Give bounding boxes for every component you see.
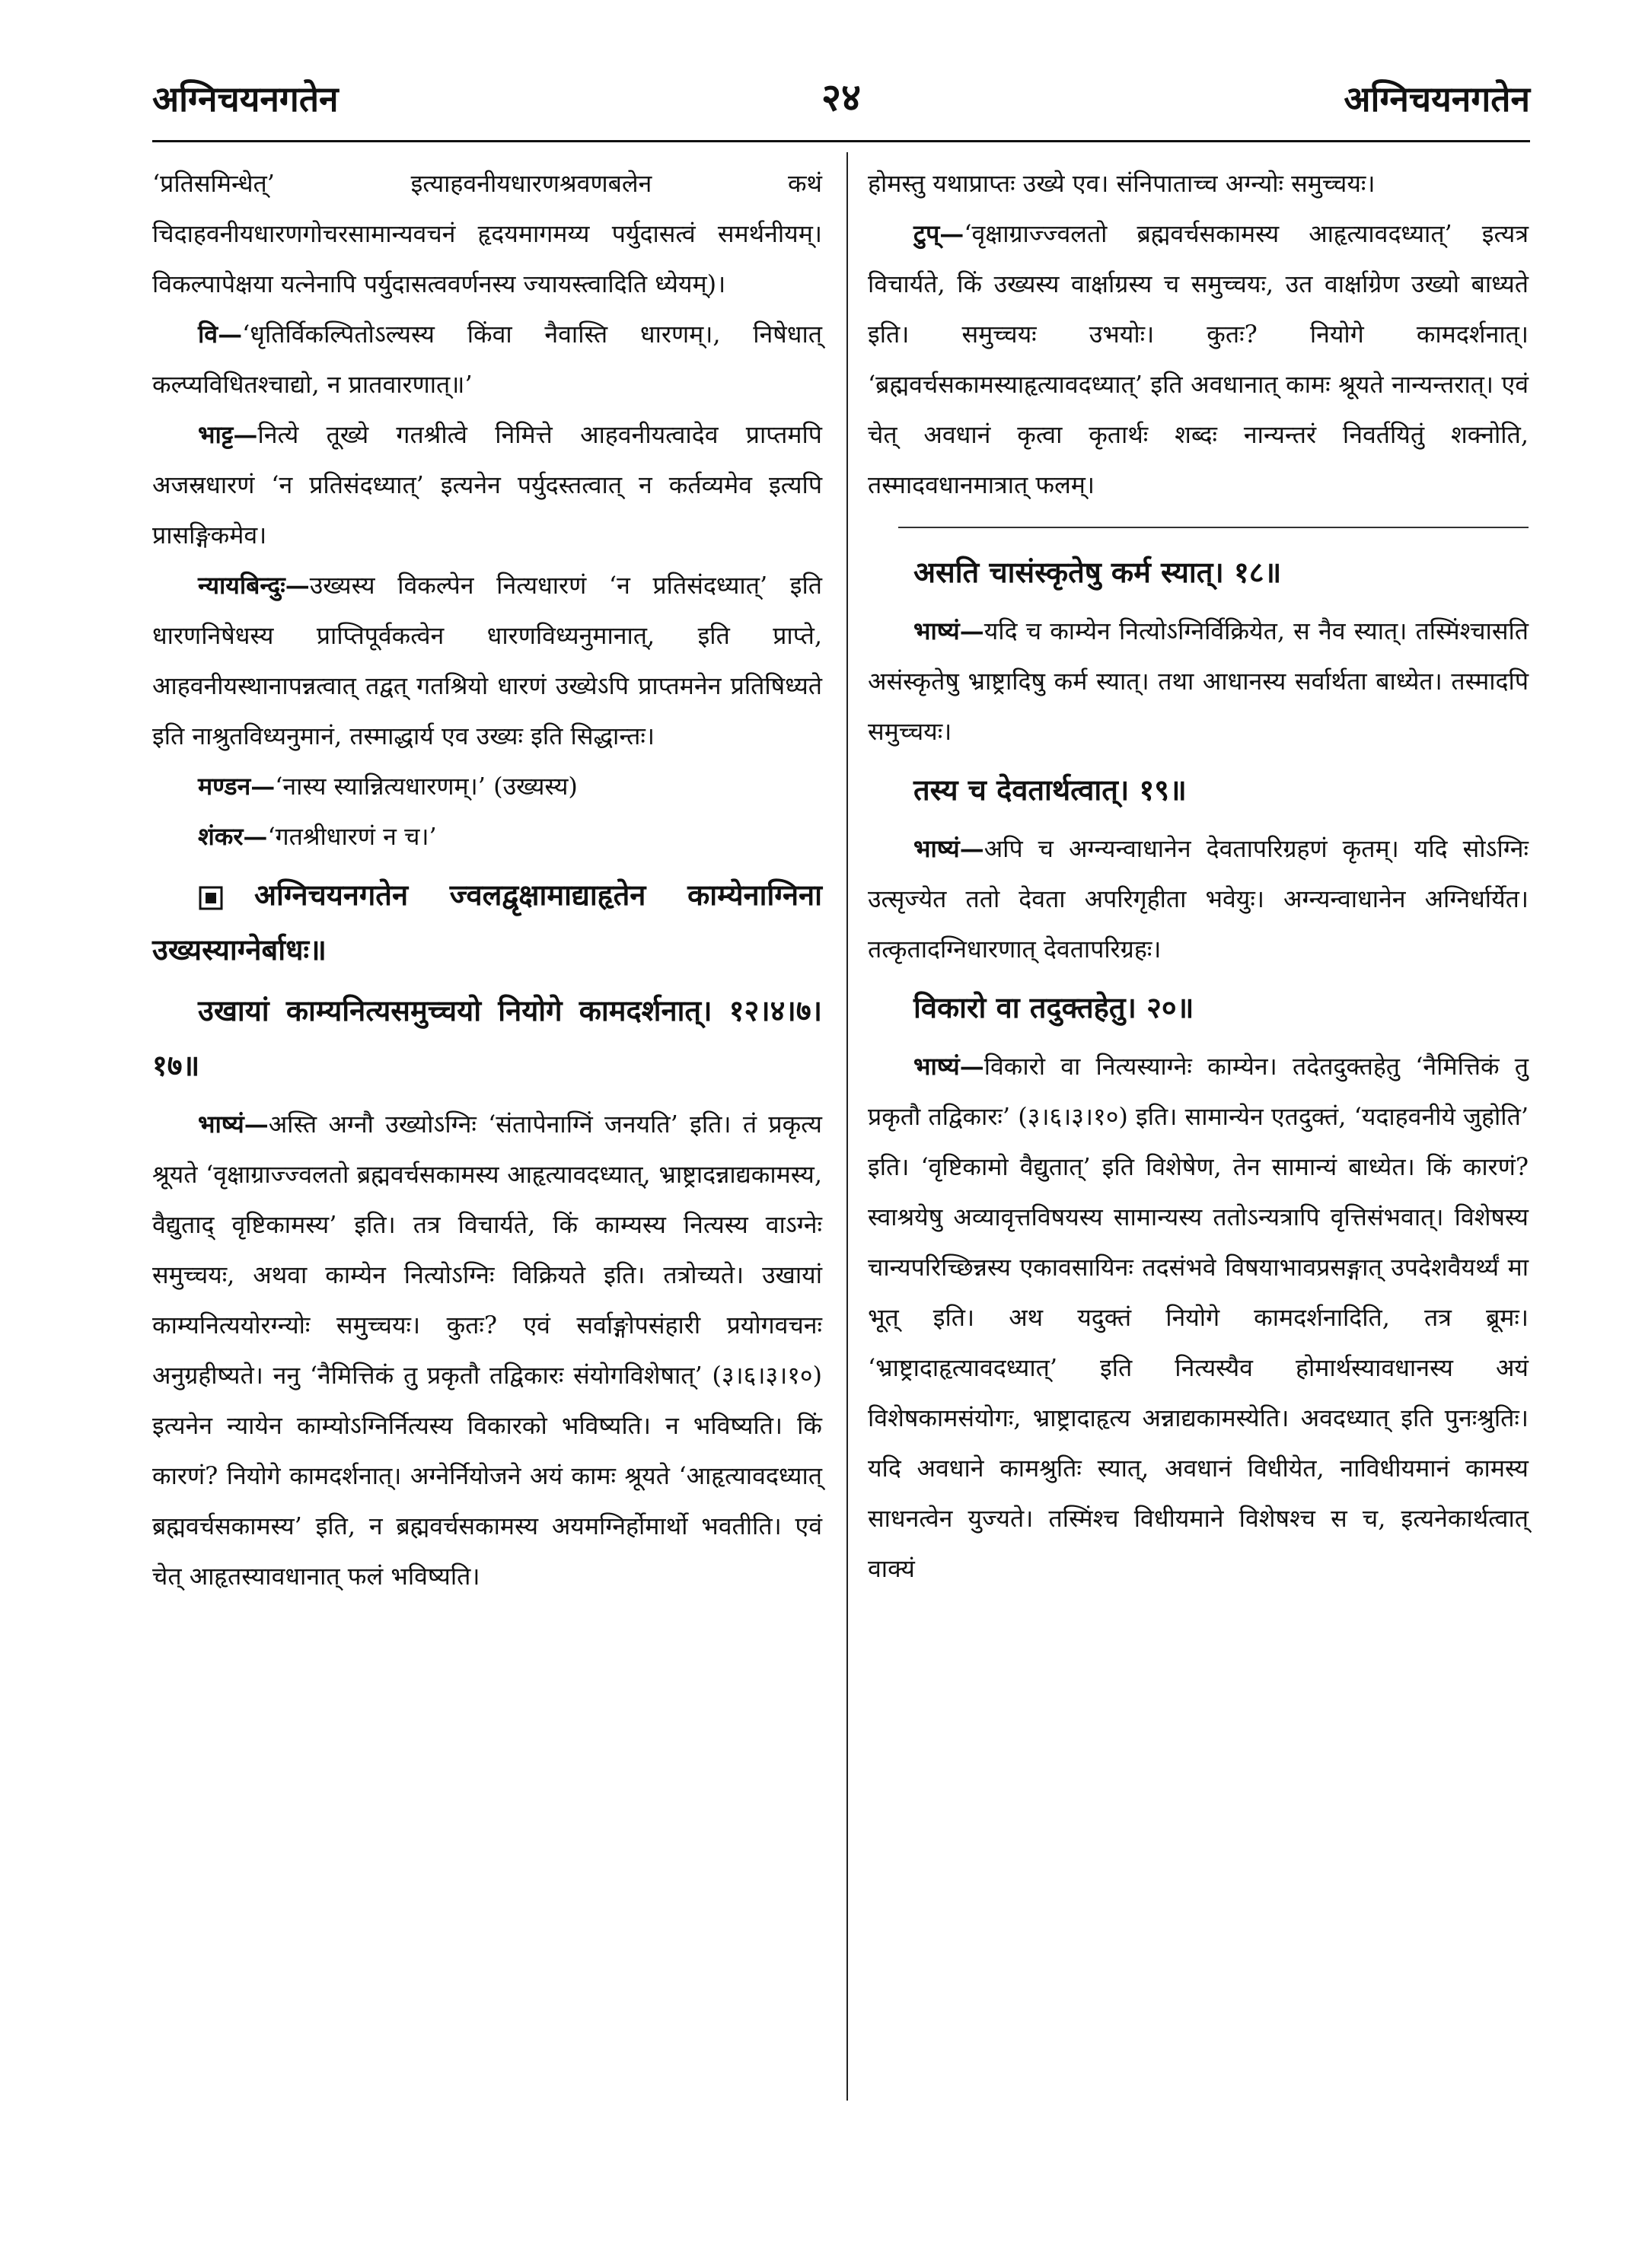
paragraph-shankara	[152, 811, 822, 862]
commentator-label: मण्डन—	[198, 772, 276, 801]
paragraph: ‘प्रतिसमिन्धेत्’ इत्याहवनीयधारणश्रवणबलेन कथं चिदाहवनीयधारणगोचरसामान्यवचनं हृदयमागमय्य पर्युदासत्वं समर्थनीयम्। विकल्पापेक्षया यत्नेनापि पर्युदासत्ववर्णनस्य ज्यायस्त्वादिति ध्येयम्)।	[152, 169, 822, 298]
section-divider	[898, 527, 1529, 528]
page-header	[152, 62, 1530, 131]
paragraph-bhashya	[868, 1041, 1529, 1594]
paragraph-bhashya	[868, 606, 1529, 757]
commentator-label: शंकर—	[198, 822, 268, 851]
sutra-heading: असति चासंस्कृतेषु कर्म स्यात्। १८॥	[913, 555, 1282, 589]
adhikarana-title: अग्निचयनगतेन ज्वलद्वृक्षामाद्याहृतेन काम्येनाग्निना उख्यस्याग्नेर्बाधः॥	[152, 878, 822, 967]
paragraph-bhashya	[152, 1099, 822, 1601]
commentary-text: ‘नास्य स्यान्नित्यधारणम्।’ (उख्यस्य)	[275, 772, 578, 801]
bhashya-label: भाष्यं—	[913, 616, 984, 645]
commentator-label: भाट्ट—	[198, 420, 258, 449]
left-column	[152, 158, 822, 1601]
page-number: २४	[821, 75, 861, 119]
commentator-label: टुप्—	[913, 219, 964, 248]
sutra-heading: तस्य च देवतार्थत्वात्। १९॥	[913, 772, 1187, 807]
adhikarana-heading	[152, 868, 822, 977]
bhashya-label: भाष्यं—	[913, 1052, 984, 1081]
paragraph-vi	[152, 309, 822, 409]
bhashya-label: भाष्यं—	[198, 1110, 269, 1139]
commentary-text: उख्यस्य विकल्पेन नित्यधारणं ‘न प्रतिसंदध्यात्’ इति धारणनिषेधस्य प्राप्तिपूर्वकत्वेन धारणविध्यनुमानात्, इति प्राप्ते, आहवनीयस्थानापन्नत्वात् तद्वत् गतश्रियो धारणं उख्येऽपि प्राप्तमनेन प्रतिषिध्यते इति नाश्रुतविध्यनुमानं, तस्माद्धार्य एव उख्यः इति सिद्धान्तः।	[152, 571, 822, 750]
paragraph-bhatta	[152, 409, 822, 560]
commentary-text: नित्ये तूख्ये गतश्रीत्वे निमित्ते आहवनीयत्वादेव प्राप्तमपि अजस्रधारणं ‘न प्रतिसंदध्यात्’ इत्यनेन पर्युदस्तत्वात् न कर्तव्यमेव इत्यपि प्रासङ्गिकमेव।	[152, 420, 822, 549]
bhashya-label: भाष्यं—	[913, 834, 984, 863]
sutra-heading: उखायां काम्यनित्यसमुच्चयो नियोगे कामदर्शनात्। १२।४।७।१७॥	[152, 993, 822, 1082]
sutra-heading: विकारो वा तदुक्तहेतु। २०॥	[913, 990, 1194, 1024]
bhashya-text: यदि च काम्येन नित्योऽग्निर्विक्रियेत, स नैव स्यात्। तस्मिंश्चासति असंस्कृतेषु भ्राष्ट्रादिषु कर्म स्यात्। तथा आधानस्य सर्वार्थता बाध्येत। तस्मादपि समुच्चयः।	[868, 616, 1529, 746]
commentary-text: ‘वृक्षाग्राज्ज्वलतो ब्रह्मवर्चसकामस्य आहृत्यावदध्यात्’ इत्यत्र विचार्यते, किं उख्यस्य वार्क्षाग्रस्य च समुच्चयः, उत वार्क्षाग्रेण उख्यो बाध्यते इति। समुच्चयः उभयोः। कुतः? नियोगे कामदर्शनात्। ‘ब्रह्मवर्चसकामस्याहृत्यावदध्यात्’ इति अवधानात् कामः श्रूयते नान्यन्तरात्। एवं चेत् अवधानं कृत्वा कृतार्थः शब्दः नान्यन्तरं निवर्तयितुं शक्नोति, तस्मादवधानमात्रात् फलम्।	[868, 219, 1529, 499]
right-column	[868, 158, 1529, 1594]
paragraph-bhashya	[868, 823, 1529, 974]
running-title-left: अग्निचयनगतेन	[152, 78, 339, 119]
commentator-label: वि—	[198, 320, 243, 349]
commentary-text: ‘धृतिर्विकल्पितोऽल्यस्य किंवा नैवास्ति धारणम्।, निषेधात् कल्प्यविधितश्चाद्यो, न प्रातवारणात्॥’	[152, 320, 822, 399]
paragraph-nyayabindu	[152, 560, 822, 761]
paragraph: होमस्तु यथाप्राप्तः उख्ये एव। संनिपाताच्च अग्न्योः समुच्चयः।	[868, 169, 1376, 198]
bhashya-text: अस्ति अग्नौ उख्योऽग्निः ‘संतापेनाग्निं जनयति’ इति। तं प्रकृत्य श्रूयते ‘वृक्षाग्राज्ज्वलतो ब्रह्मवर्चसकामस्य आहृत्यावदध्यात्, भ्राष्ट्रादन्नाद्यकामस्य, वैद्युताद् वृष्टिकामस्य’ इति। तत्र विचार्यते, किं काम्यस्य नित्यस्य वाऽग्नेः समुच्चयः, अथवा काम्येन नित्योऽग्निः विक्रियते इति। तत्रोच्यते। उखायां काम्यनित्ययोरग्न्योः समुच्चयः। कुतः? एवं सर्वाङ्गोपसंहारी प्रयोगवचनः अनुग्रहीष्यते। ननु ‘नैमित्तिकं तु प्रकृतौ तद्विकारः संयोगविशेषात्’ (३।६।३।१०) इत्यनेन न्यायेन काम्योऽग्निर्नित्यस्य विकारको भविष्यति। न भविष्यति। किं कारणं? नियोगे कामदर्शनात्। अग्नेर्नियोजने अयं कामः श्रूयते ‘आहृत्यावदध्यात् ब्रह्मवर्चसकामस्य’ इति, न ब्रह्मवर्चसकामस्य अयमग्निर्होमार्थो भवतीति। एवं चेत् आहृतस्यावधानात् फलं भविष्यति।	[152, 1110, 822, 1591]
bhashya-text: विकारो वा नित्यस्याग्नेः काम्येन। तदेतदुक्तहेतु ‘नैमित्तिकं तु प्रकृतौ तद्विकारः’ (३।६।३।१०) इति। सामान्येन एतदुक्तं, ‘यदाहवनीये जुहोति’ इति। ‘वृष्टिकामो वैद्युतात्’ इति विशेषेण, तेन सामान्यं बाध्येत। किं कारणं? स्वाश्रयेषु अव्यावृत्तविषयस्य सामान्यस्य ततोऽन्यत्रापि वृत्तिसंभवात्। विशेषस्य चान्यपरिच्छिन्नस्य एकावसायिनः तदसंभवे विषयाभावप्रसङ्गात् उपदेशवैयर्थ्यं मा भूत् इति। अथ यदुक्तं नियोगे कामदर्शनादिति, तत्र ब्रूमः। ‘भ्राष्ट्रादाहृत्यावदध्यात्’ इति नित्यस्यैव होमार्थस्यावधानस्य अयं विशेषकामसंयोगः, भ्राष्ट्रादाहृत्य अन्नाद्यकामस्येति। अवदध्यात् इति पुनःश्रुतिः। यदि अवधाने कामश्रुतिः स्यात्, अवधानं विधीयेत, नाविधीयमानं कामस्य साधनत्वेन युज्यते। तस्मिंश्च विधीयमाने विशेषश्च स च, इत्यनेकार्थत्वात् वाक्यं	[868, 1052, 1529, 1583]
column-separator	[846, 152, 848, 2101]
commentator-label: न्यायबिन्दुः—	[198, 571, 310, 600]
header-rule	[152, 140, 1530, 142]
running-title-right: अग्निचयनगतेन	[1344, 78, 1530, 119]
paragraph-tup	[868, 209, 1529, 510]
paragraph-mandana	[152, 761, 822, 811]
bhashya-text: अपि च अग्न्यन्वाधानेन देवतापरिग्रहणं कृतम्। यदि सोऽग्निः उत्सृज्येत ततो देवता अपरिगृहीता भवेयुः। अग्न्यन्वाधानेन अग्निर्धार्येत। तत्कृतादग्निधारणात् देवतापरिग्रहः।	[868, 834, 1529, 964]
ornament-icon	[198, 885, 224, 911]
commentary-text: ‘गतश्रीधारणं न च।’	[267, 822, 437, 851]
